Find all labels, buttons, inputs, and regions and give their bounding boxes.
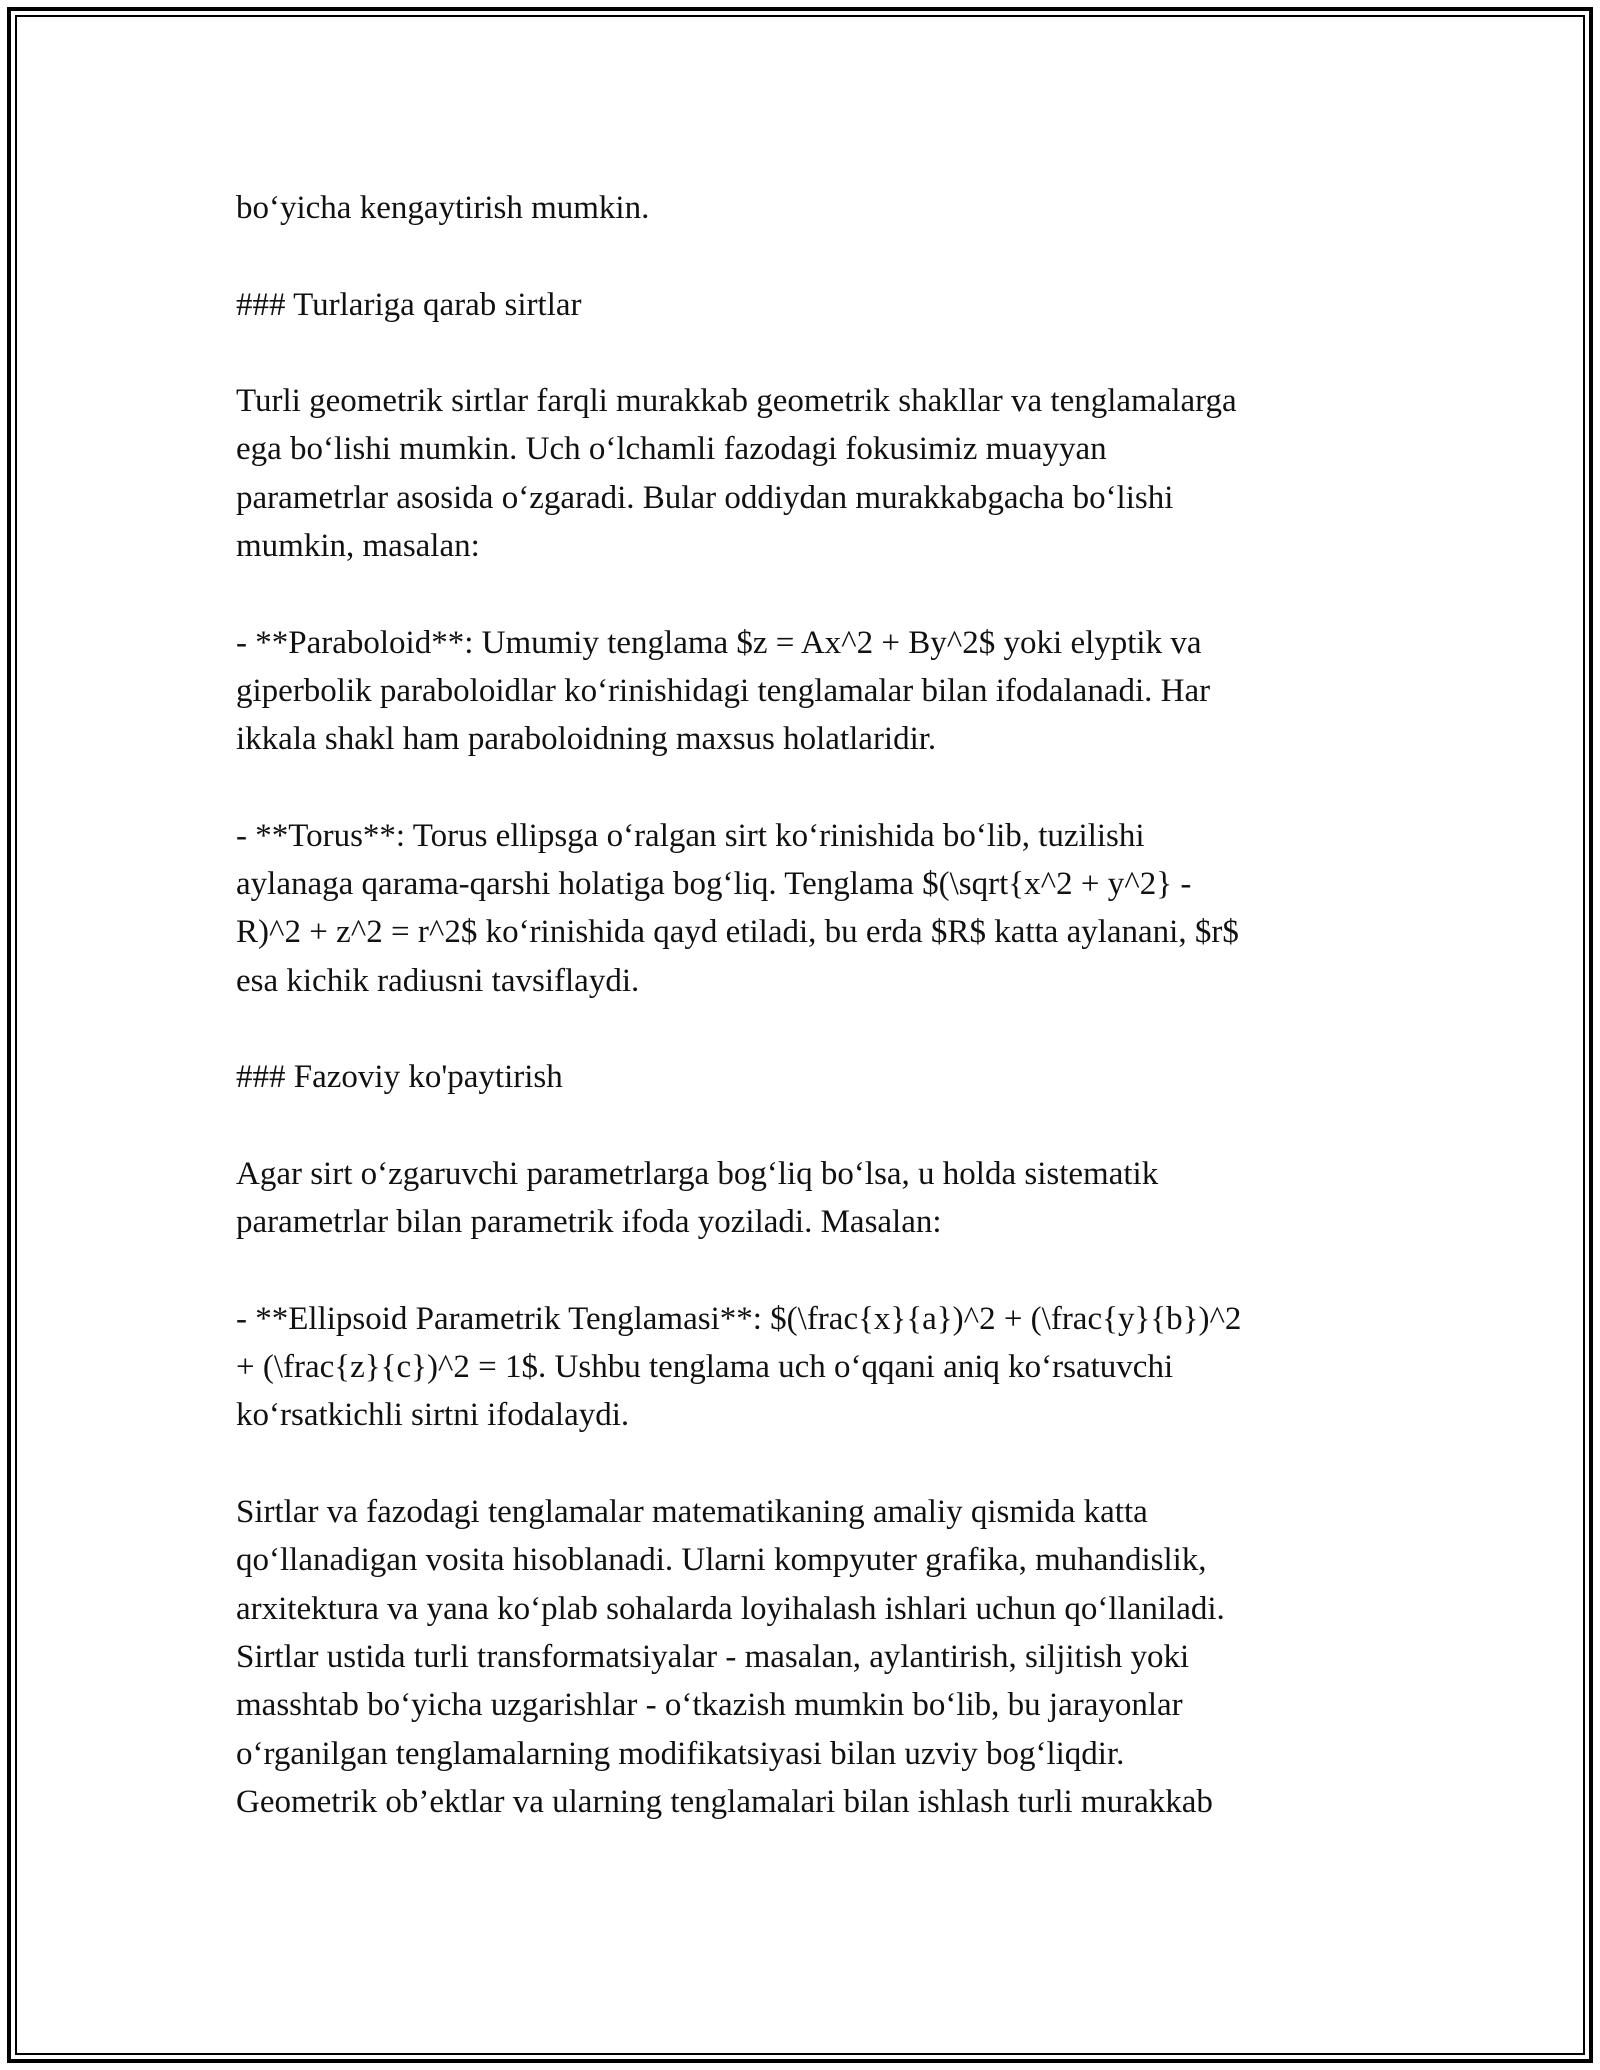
text-line: Turli geometrik sirtlar farqli murakkab geometrik shakllar va tenglamalarga xyxy=(236,383,1237,420)
text-line: Sirtlar va fazodagi tenglamalar matematikaning amaliy qismida katta xyxy=(236,1494,1148,1531)
text-line: parametrlar asosida o‘zgaradi. Bular oddiydan murakkabgacha bo‘lishi xyxy=(236,479,1174,516)
text-line: - **Torus**: Torus ellipsga o‘ralgan sirt ko‘rinishida bo‘lib, tuzilishi xyxy=(236,817,1145,854)
text-line: ko‘rsatkichli sirtni ifodalaydi. xyxy=(236,1397,630,1434)
text-line: o‘rganilgan tenglamalarning modifikatsiyasi bilan uzviy bog‘liqdir. xyxy=(236,1735,1125,1772)
text-line: - **Paraboloid**: Umumiy tenglama $z = Ax^2 + By^2$ yoki elyptik va xyxy=(236,624,1202,661)
paragraph xyxy=(236,1488,1366,1826)
paragraph xyxy=(236,184,1366,232)
list-item xyxy=(236,812,1366,1005)
paragraph xyxy=(236,377,1366,570)
text-line: bo‘yicha kengaytirish mumkin. xyxy=(236,190,650,226)
text-line: masshtab bo‘yicha uzgarishlar - o‘tkazish mumkin bo‘lib, bu jarayonlar xyxy=(236,1687,1183,1724)
text-line: qo‘llanadigan vosita hisoblanadi. Ularni kompyuter grafika, muhandislik, xyxy=(236,1542,1207,1579)
text-line: Geometrik ob’ektlar va ularning tenglamalari bilan ishlash turli murakkab xyxy=(236,1783,1213,1820)
text-line: ### Turlariga qarab sirtlar xyxy=(236,286,582,323)
text-line: Agar sirt o‘zgaruvchi parametrlarga bog‘liq bo‘lsa, u holda sistematik xyxy=(236,1155,1159,1192)
text-line: parametrlar bilan parametrik ifoda yoziladi. Masalan: xyxy=(236,1204,942,1241)
document-body xyxy=(236,184,1366,1874)
paragraph xyxy=(236,1150,1366,1247)
text-line: - **Ellipsoid Parametrik Tenglamasi**: $(\frac{x}{a})^2 + (\frac{y}{b})^2 xyxy=(236,1300,1242,1337)
text-line: ikkala shakl ham paraboloidning maxsus holatlaridir. xyxy=(236,721,937,758)
list-item xyxy=(236,619,1366,764)
text-line: aylanaga qarama-qarshi holatiga bog‘liq. Tenglama $(\sqrt{x^2 + y^2} - xyxy=(236,866,1192,903)
text-line: ### Fazoviy ko'paytirish xyxy=(236,1059,563,1096)
text-line: R)^2 + z^2 = r^2$ ko‘rinishida qayd etiladi, bu erda $R$ katta aylanani, $r$ xyxy=(236,914,1239,951)
text-line: giperbolik paraboloidlar ko‘rinishidagi tenglamalar bilan ifodalanadi. Har xyxy=(236,672,1211,709)
text-line: mumkin, masalan: xyxy=(236,528,480,565)
list-item xyxy=(236,1295,1366,1440)
text-line: ega bo‘lishi mumkin. Uch o‘lchamli fazodagi fokusimiz muayyan xyxy=(236,431,1107,468)
text-line: arxitektura va yana ko‘plab sohalarda loyihalash ishlari uchun qo‘llaniladi. xyxy=(236,1590,1225,1627)
text-line: + (\frac{z}{c})^2 = 1$. Ushbu tenglama uch o‘qqani aniq ko‘rsatuvchi xyxy=(236,1349,1174,1386)
text-line: Sirtlar ustida turli transformatsiyalar - masalan, aylantirish, siljitish yoki xyxy=(236,1638,1190,1675)
section-heading xyxy=(236,1053,1366,1101)
text-line: esa kichik radiusni tavsiflaydi. xyxy=(236,962,640,999)
section-heading xyxy=(236,281,1366,329)
